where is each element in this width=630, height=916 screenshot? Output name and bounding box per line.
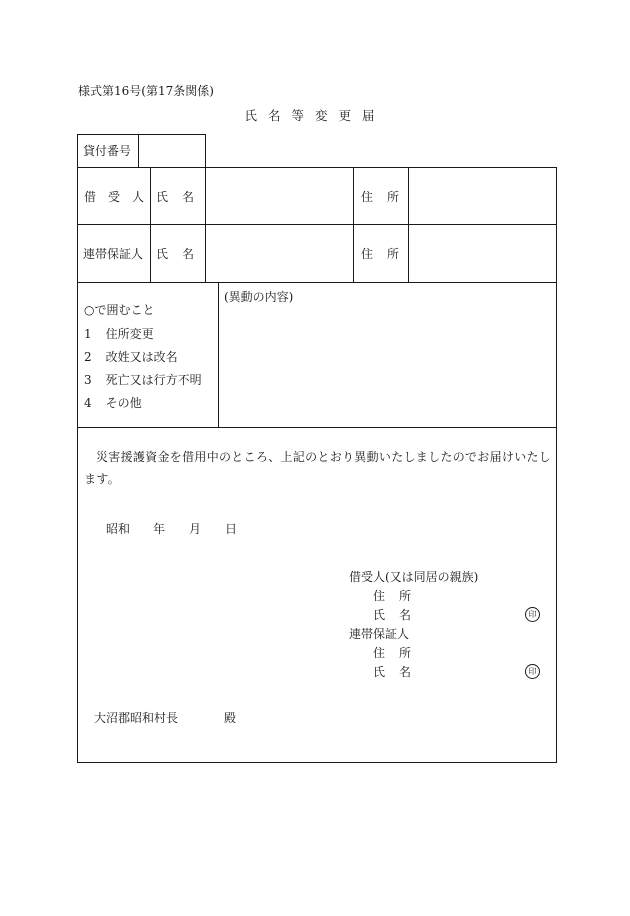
borrower-signer-address-label: 住所 xyxy=(373,589,426,603)
category-number: 4 xyxy=(84,396,92,410)
category-item[interactable] xyxy=(84,351,178,363)
honorific: 殿 xyxy=(224,711,237,725)
category-item[interactable] xyxy=(84,397,142,409)
form-number: 様式第16号(第17条関係) xyxy=(78,84,214,98)
borrower-name-field[interactable] xyxy=(206,168,353,224)
year-label: 年 xyxy=(153,522,166,536)
guarantor-signer-name-label: 氏名 xyxy=(373,665,426,679)
loan-number-field[interactable] xyxy=(139,135,205,168)
seal-icon: 印 xyxy=(525,664,540,679)
category-text: その他 xyxy=(105,396,142,410)
statement-body: 災害援護資金を借用中のところ、上記のとおり異動いたしましたのでお届けいたします。 xyxy=(84,450,552,486)
category-number: 1 xyxy=(84,327,92,341)
change-details-label: (異動の内容) xyxy=(224,290,294,304)
guarantor-label: 連帯保証人 xyxy=(83,247,144,261)
category-text: 改姓又は改名 xyxy=(105,350,178,364)
category-number: 3 xyxy=(84,373,92,387)
era-label: 昭和 xyxy=(106,522,131,536)
month-label: 月 xyxy=(189,522,202,536)
borrower-address-label: 住所 xyxy=(361,190,414,204)
day-label: 日 xyxy=(225,522,238,536)
category-item[interactable] xyxy=(84,374,202,386)
category-text: 住所変更 xyxy=(105,327,154,341)
category-text: 死亡又は行方不明 xyxy=(105,373,202,387)
loan-number-label: 貸付番号 xyxy=(83,144,132,158)
guarantor-address-label: 住所 xyxy=(361,247,414,261)
guarantor-signer-address-label: 住所 xyxy=(373,646,426,660)
category-number: 2 xyxy=(84,350,92,364)
seal-icon: 印 xyxy=(525,607,540,622)
signer-borrower-label: 借受人(又は同居の親族) xyxy=(349,570,479,584)
borrower-signer-name-label: 氏名 xyxy=(373,608,426,622)
borrower-label: 借受人 xyxy=(84,190,157,204)
addressee: 大沼郡昭和村長 xyxy=(94,711,179,725)
signer-guarantor-label: 連帯保証人 xyxy=(349,627,410,641)
category-item[interactable] xyxy=(84,328,154,340)
page-title: 氏名等変更届 xyxy=(244,108,386,123)
borrower-address-field[interactable] xyxy=(409,168,556,224)
borrower-name-label: 氏名 xyxy=(156,190,209,204)
guarantor-address-field[interactable] xyxy=(409,225,556,282)
change-details-field[interactable] xyxy=(219,305,555,426)
guarantor-name-label: 氏名 xyxy=(156,247,209,261)
circle-instruction: ○で囲むこと xyxy=(84,303,155,317)
guarantor-name-field[interactable] xyxy=(206,225,353,282)
